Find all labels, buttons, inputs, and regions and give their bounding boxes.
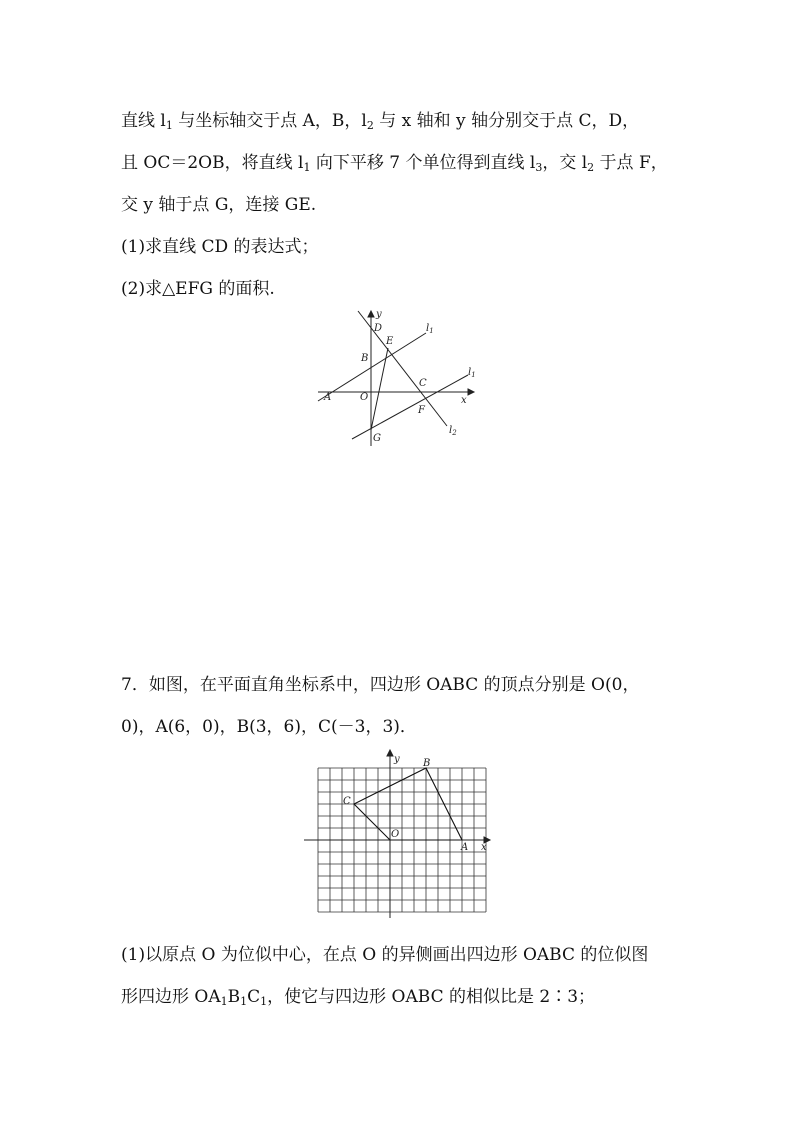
figure1-coordinate-diagram <box>310 303 490 448</box>
label-c: C <box>419 378 427 389</box>
label-e: E <box>386 336 394 347</box>
problem6-line2 <box>121 148 668 174</box>
subscript: 1 <box>165 119 173 132</box>
subscript: 2 <box>366 119 374 132</box>
label-x: x <box>461 395 467 406</box>
label-d: D <box>374 323 383 334</box>
x-axis-arrow <box>468 389 474 395</box>
label-o: O <box>360 392 369 403</box>
figure2-grid-diagram <box>300 748 495 920</box>
text-segment: 与 x 轴和 y 轴分别交于点 C，D， <box>373 111 640 131</box>
subscript: 2 <box>587 161 595 174</box>
problem7-question1-cont <box>121 982 595 1008</box>
text-segment: B <box>227 987 241 1007</box>
text-segment: ，交 l <box>542 153 588 173</box>
label-f: F <box>418 405 425 416</box>
problem7-line1: 7．如图，在平面直角坐标系中，四边形 OABC 的顶点分别是 O(0， <box>121 675 640 695</box>
problem6-question1: (1)求直线 CD 的表达式； <box>121 237 319 257</box>
problem6-question2: (2)求△EFG 的面积. <box>121 279 275 299</box>
text-segment: C <box>247 987 261 1007</box>
label-y: y <box>376 309 382 320</box>
subscript: 1 <box>220 995 228 1008</box>
label-l1: $l_1$ <box>426 323 434 335</box>
text-segment: 直线 l <box>121 111 166 131</box>
text-segment: ，使它与四边形 OABC 的相似比是 2∶3； <box>267 987 596 1007</box>
label-x: x <box>481 842 487 853</box>
subscript: 3 <box>535 161 543 174</box>
label-l2: $l_2$ <box>449 425 457 437</box>
label-a: A <box>324 392 332 403</box>
text-segment: 与坐标轴交于点 A，B，l <box>172 111 367 131</box>
subscript: 1 <box>260 995 268 1008</box>
subscript: 1 <box>240 995 248 1008</box>
text-segment: 且 OC＝2OB，将直线 l <box>121 153 304 173</box>
y-axis-arrow <box>368 311 374 317</box>
text-segment: 形四边形 OA <box>121 987 221 1007</box>
label-c: C <box>343 796 351 807</box>
label-b: B <box>361 353 369 364</box>
label-o: O <box>391 829 400 840</box>
line-l1 <box>318 333 426 401</box>
problem7-line2: 0)，A(6，0)，B(3，6)，C(－3，3)． <box>121 717 417 737</box>
label-b: B <box>423 758 431 769</box>
label-a: A <box>461 842 469 853</box>
text-segment: 于点 F， <box>594 153 668 173</box>
subscript: 1 <box>303 161 311 174</box>
problem7-question1: (1)以原点 O 为位似中心，在点 O 的异侧画出四边形 OABC 的位似图 <box>121 945 649 965</box>
label-l3: $l_1$ <box>468 367 476 379</box>
y-axis-arrow <box>387 750 393 756</box>
label-y: y <box>394 754 400 765</box>
problem6-line1 <box>121 106 639 132</box>
label-g: G <box>373 433 381 444</box>
segment-ge <box>371 348 388 430</box>
problem6-line3: 交 y 轴于点 G，连接 GE. <box>121 195 317 215</box>
text-segment: 向下平移 7 个单位得到直线 l <box>310 153 536 173</box>
